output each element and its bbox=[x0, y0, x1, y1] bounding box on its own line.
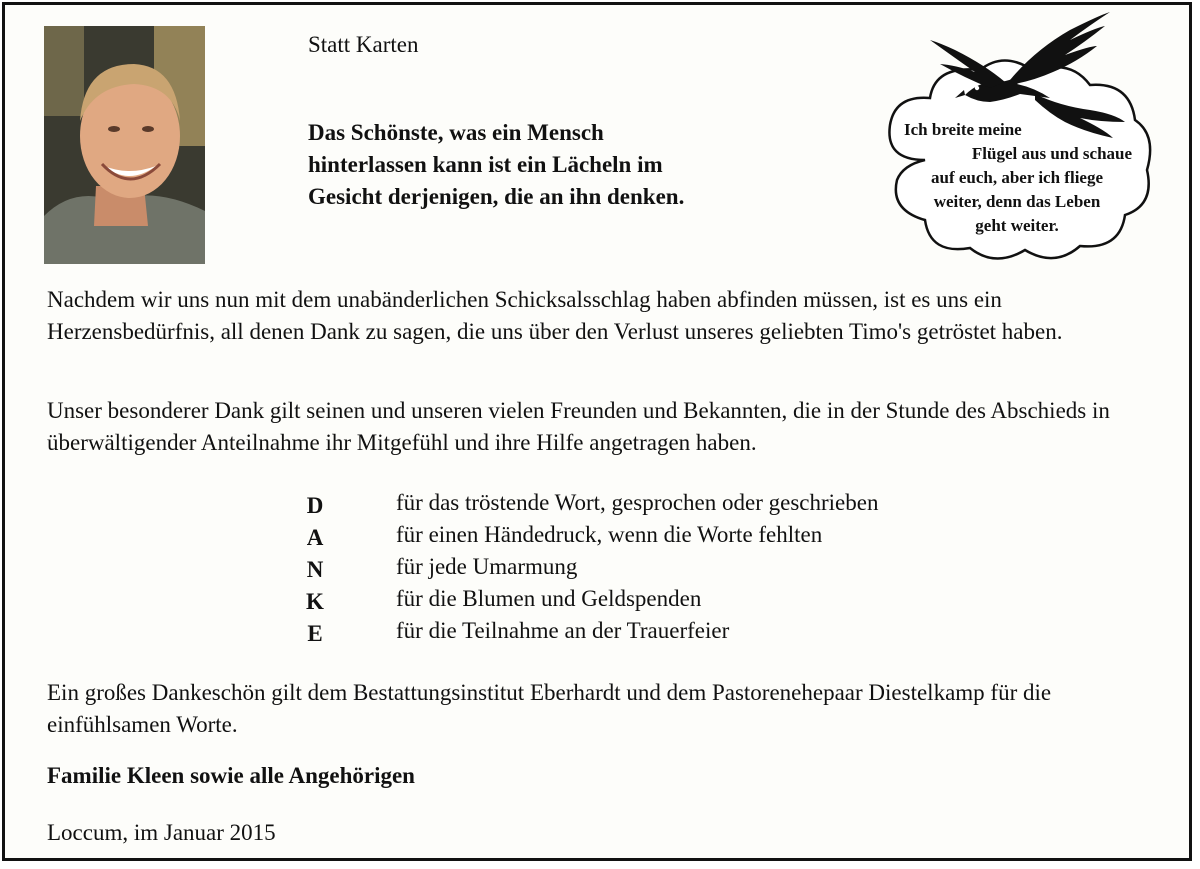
portrait-photo bbox=[44, 26, 205, 264]
emblem-line: auf euch, aber ich fliege bbox=[930, 168, 1104, 187]
danke-letter: K bbox=[306, 589, 324, 614]
family-signature: Familie Kleen sowie alle Angehörigen bbox=[47, 763, 415, 788]
emblem-line: Flügel aus und schaue bbox=[971, 144, 1133, 163]
danke-text: für jede Umarmung bbox=[396, 554, 578, 579]
quote-line: hinterlassen kann ist ein Lächeln im bbox=[308, 152, 663, 177]
danke-text: für die Teilnahme an der Trauerfeier bbox=[396, 618, 730, 643]
emblem-line: geht weiter. bbox=[975, 216, 1059, 235]
emblem-line: weiter, denn das Leben bbox=[933, 192, 1101, 211]
danke-letter: D bbox=[306, 493, 324, 518]
emblem-text bbox=[892, 118, 1142, 238]
thanks-paragraph: Nachdem wir uns nun mit dem unabänderlichen Schicksalsschlag haben abfinden müssen, ist es uns ein Herzensbedürfnis, all denen Dank zu sagen, die uns über den Verlust unseres geliebten Timo's getröstet haben. bbox=[47, 287, 1063, 344]
danke-letter: A bbox=[306, 525, 324, 550]
special-thanks-paragraph: Unser besonderer Dank gilt seinen und unseren vielen Freunden und Bekannten, die in der Stunde des Abschieds in überwältigender Anteilnahme ihr Mitgefühl und ihre Hilfe angetragen haben. bbox=[47, 398, 1110, 455]
quote-line: Das Schönste, was ein Mensch bbox=[308, 120, 604, 145]
place-date: Loccum, im Januar 2015 bbox=[47, 820, 276, 845]
danke-text: für einen Händedruck, wenn die Worte fehlten bbox=[396, 522, 823, 547]
memorial-quote bbox=[308, 117, 828, 213]
danke-text: für das tröstende Wort, gesprochen oder geschrieben bbox=[396, 490, 879, 515]
danke-text: für die Blumen und Geldspenden bbox=[396, 586, 702, 611]
portrait-illustration bbox=[44, 26, 205, 264]
quote-line: Gesicht derjenigen, die an ihn denken. bbox=[308, 184, 685, 209]
funeral-thanks-paragraph: Ein großes Dankeschön gilt dem Bestattungsinstitut Eberhardt und dem Pastorenehepaar Diestelkamp für die einfühlsamen Worte. bbox=[47, 680, 1052, 737]
danke-letter: N bbox=[306, 557, 324, 582]
emblem-line: Ich breite meine bbox=[904, 120, 1022, 139]
statt-karten-heading: Statt Karten bbox=[308, 32, 419, 57]
danke-letter: E bbox=[307, 621, 323, 646]
